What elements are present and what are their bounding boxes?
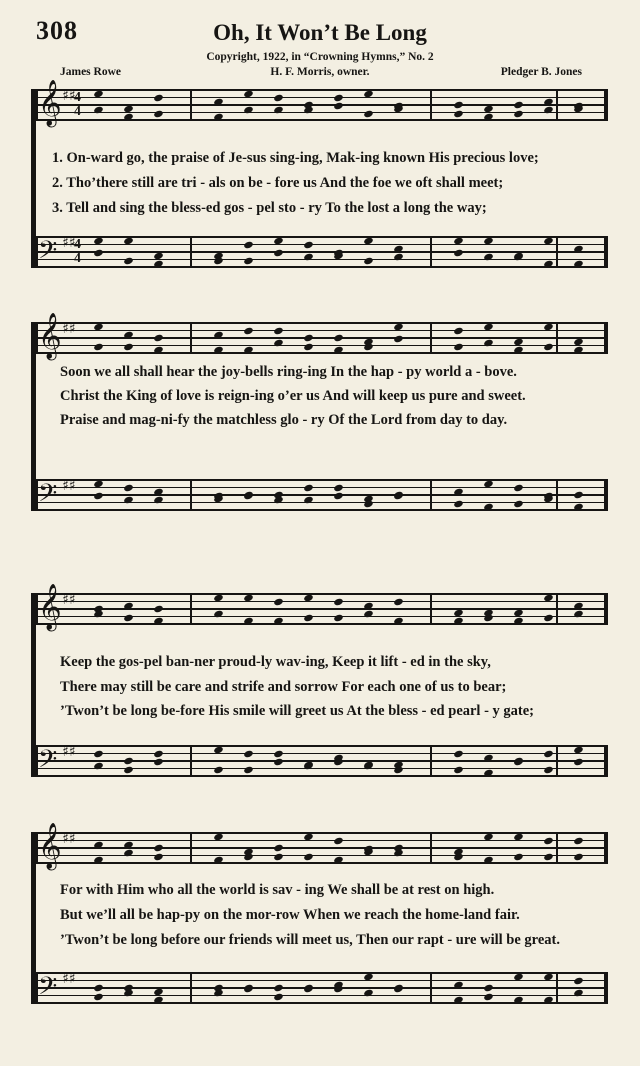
key-signature-sharps-icon: ♯♯ [62,592,76,608]
lyricist: James Rowe [60,66,121,78]
note-head-icon [123,256,134,265]
note-head-icon [153,852,164,861]
note-head-icon [243,749,254,758]
lyric-line-verse-1: 1. On-ward go, the praise of Je-sus sing-ing, Mak-ing known His precious love; [52,150,539,166]
treble-staff-3 [36,584,608,630]
note-head-icon [153,605,164,614]
note-head-icon [453,749,464,758]
note-head-icon [303,613,314,622]
note-head-icon [573,836,584,845]
note-head-icon [513,109,524,118]
note-head-icon [453,499,464,508]
note-head-icon [273,852,284,861]
note-head-icon [543,342,554,351]
note-head-icon [273,249,284,258]
note-head-icon [333,492,344,501]
note-head-icon [453,249,464,258]
note-head-icon [483,992,494,1001]
note-head-icon [153,93,164,102]
note-head-icon [573,976,584,985]
note-head-icon [153,109,164,118]
note-head-icon [93,342,104,351]
treble-staff-4 [36,823,608,869]
note-head-icon [333,483,344,492]
key-signature-sharps-icon: ♯♯ [62,744,76,760]
key-signature-sharps-icon: ♯♯ [62,478,76,494]
note-head-icon [123,613,134,622]
note-head-icon [363,109,374,118]
note-head-icon [513,499,524,508]
note-head-icon [213,765,224,774]
bass-staff-3 [36,744,608,780]
time-signature-icon: 4 4 [74,90,81,119]
lyric-line-verse-2: There may still be care and strife and sorrow For each one of us to bear; [60,679,507,695]
note-head-icon [453,326,464,335]
note-head-icon [123,757,134,766]
note-head-icon [513,852,524,861]
note-head-icon [273,597,284,606]
treble-clef-icon: 𝄞 [38,80,62,126]
note-head-icon [453,342,464,351]
note-head-icon [573,758,584,767]
note-head-icon [243,326,254,335]
note-head-icon [483,984,494,993]
page-number: 308 [36,16,78,45]
note-head-icon [273,992,284,1001]
key-signature-sharps-icon: ♯♯ [62,235,76,251]
note-head-icon [333,93,344,102]
bass-staff-4 [36,971,608,1007]
note-head-icon [543,613,554,622]
lyric-line-verse-1: Keep the gos-pel ban-ner proud-ly wav-ing, Keep it lift - ed in the sky, [60,654,491,670]
note-head-icon [243,240,254,249]
lyric-line-verse-2: Christ the King of love is reign-ing o’er us And will keep us pure and sweet. [60,388,526,404]
note-head-icon [333,597,344,606]
note-head-icon [303,342,314,351]
note-head-icon [513,483,524,492]
key-signature-sharps-icon: ♯♯ [62,88,76,104]
key-signature-sharps-icon: ♯♯ [62,321,76,337]
lyric-line-verse-3: 3. Tell and sing the bless-ed gos - pel sto - ry To the lost a long the way; [52,200,487,216]
key-signature-sharps-icon: ♯♯ [62,971,76,987]
bass-clef-icon: 𝄢 [38,745,58,780]
note-head-icon [93,749,104,758]
note-head-icon [273,749,284,758]
note-head-icon [153,334,164,343]
note-head-icon [543,765,554,774]
note-head-icon [123,483,134,492]
note-head-icon [573,852,584,861]
note-head-icon [303,334,314,343]
note-head-icon [573,491,584,500]
note-head-icon [303,852,314,861]
note-head-icon [453,109,464,118]
treble-staff-1 [36,80,608,126]
note-head-icon [303,240,314,249]
bass-clef-icon: 𝄢 [38,236,58,271]
note-head-icon [243,765,254,774]
treble-clef-icon: 𝄞 [38,584,62,630]
note-head-icon [153,749,164,758]
note-head-icon [453,101,464,110]
lyric-line-verse-1: Soon we all shall hear the joy-bells ring-ing In the hap - py world a - bove. [60,364,517,380]
note-head-icon [273,326,284,335]
hymn-title: Oh, It Won’t Be Long [213,20,427,45]
note-head-icon [273,93,284,102]
note-head-icon [123,342,134,351]
treble-clef-icon: 𝄞 [38,823,62,869]
note-head-icon [153,758,164,767]
note-head-icon [93,984,104,993]
lyric-line-verse-3: Praise and mag-ni-fy the matchless glo - ry Of the Lord from day to day. [60,412,508,428]
note-head-icon [243,256,254,265]
note-head-icon [273,844,284,853]
lyric-line-verse-3: ’Twon’t be long before our friends will meet us, Then our rapt - ure will be great. [60,932,560,948]
note-head-icon [543,749,554,758]
composer: Pledger B. Jones [500,66,582,78]
lyric-line-verse-1: For with Him who all the world is sav - ing We shall be at rest on high. [60,882,495,898]
copyright-line: Copyright, 1922, in “Crowning Hymns,” No. 2 [206,51,434,63]
note-head-icon [273,984,284,993]
note-head-icon [333,102,344,111]
note-head-icon [363,256,374,265]
note-head-icon [543,852,554,861]
lyric-line-verse-2: 2. Tho’there still are tri - als on be - fore us And the foe we oft shall meet; [52,175,504,191]
treble-staff-2 [36,313,608,359]
bass-clef-icon: 𝄢 [38,479,58,514]
note-head-icon [453,765,464,774]
owner-line: H. F. Morris, owner. [270,66,370,78]
note-head-icon [333,334,344,343]
treble-clef-icon: 𝄞 [38,313,62,359]
bass-staff-1 [36,235,608,271]
note-head-icon [273,758,284,767]
time-signature-icon: 4 4 [74,237,81,266]
note-head-icon [153,844,164,853]
note-head-icon [393,597,404,606]
note-head-icon [333,836,344,845]
note-head-icon [93,992,104,1001]
note-head-icon [513,101,524,110]
note-head-icon [93,249,104,258]
note-head-icon [543,836,554,845]
lyric-line-verse-3: ’Twon’t be long be-fore His smile will greet us At the bless - ed pearl - y gate; [60,703,535,719]
bass-staff-2 [36,478,608,514]
key-signature-sharps-icon: ♯♯ [62,831,76,847]
lyric-line-verse-2: But we’ll all be hap-py on the mor-row When we reach the home-land fair. [60,907,520,923]
note-head-icon [303,483,314,492]
note-head-icon [123,765,134,774]
note-head-icon [333,613,344,622]
note-head-icon [393,335,404,344]
note-head-icon [93,492,104,501]
bass-clef-icon: 𝄢 [38,972,58,1007]
